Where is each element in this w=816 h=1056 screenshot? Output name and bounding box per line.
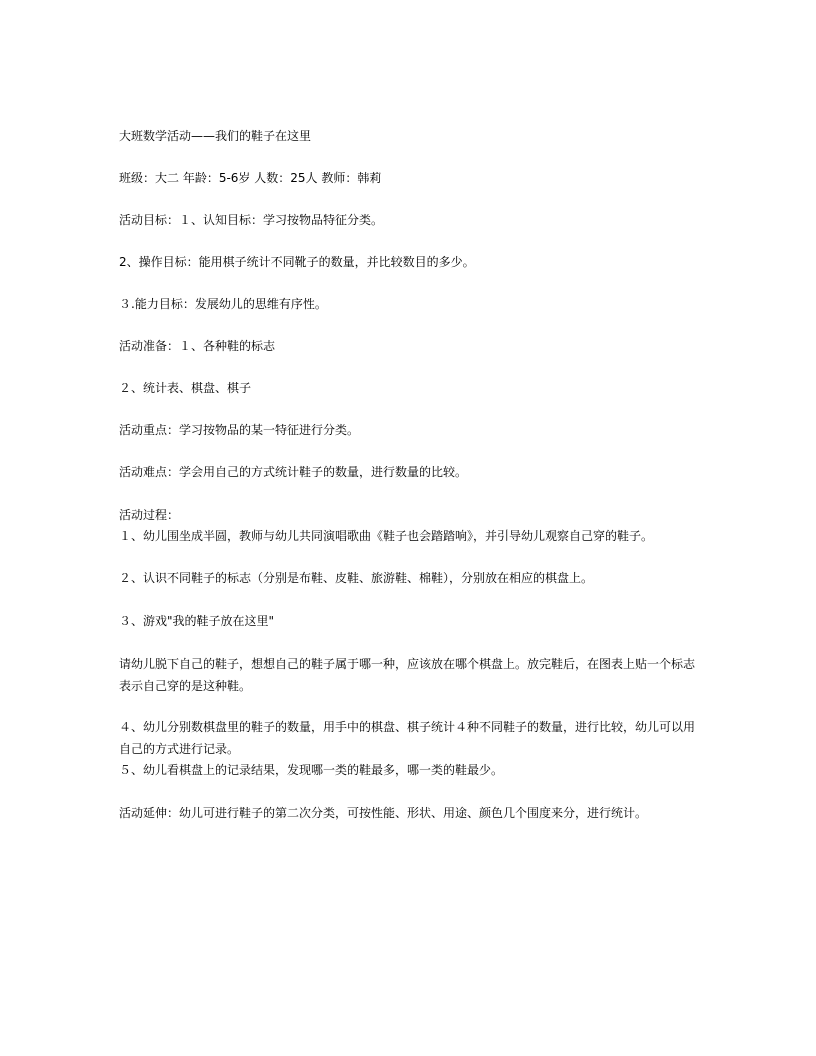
process-step-5: ５、幼儿看棋盘上的记录结果，发现哪一类的鞋最多，哪一类的鞋最少。 [119, 763, 504, 777]
process-step-4-line-1: ４、幼儿分别数棋盘里的鞋子的数量，用手中的棋盘、棋子统计４种不同鞋子的数量，进行比较，幼儿可以用 [119, 720, 696, 734]
key-point: 活动重点：学习按物品的某一特征进行分类。 [119, 423, 360, 437]
process-step-3-detail-line-2: 表示自己穿的是这种鞋。 [119, 679, 252, 693]
document-title: 大班数学活动——我们的鞋子在这里 [119, 129, 312, 143]
goal-1: 活动目标：１、认知目标：学习按物品特征分类。 [119, 213, 384, 227]
process-step-4-line-2: 自己的方式进行记录。 [119, 742, 240, 756]
goal-2: 2、操作目标：能用棋子统计不同靴子的数量，并比较数目的多少。 [119, 255, 475, 269]
process-heading: 活动过程： [119, 508, 180, 522]
process-step-1: １、幼儿围坐成半圆，教师与幼儿共同演唱歌曲《鞋子也会踏踏响》，并引导幼儿观察自己穿的鞋子。 [119, 529, 654, 543]
activity-extension: 活动延伸：幼儿可进行鞋子的第二次分类，可按性能、形状、用途、颜色几个围度来分，进行统计。 [119, 806, 648, 820]
difficulty: 活动难点：学会用自己的方式统计鞋子的数量，进行数量的比较。 [119, 465, 468, 479]
process-step-3: ３、游戏"我的鞋子放在这里" [119, 614, 275, 628]
process-step-2: ２、认识不同鞋子的标志（分别是布鞋、皮鞋、旅游鞋、棉鞋），分别放在相应的棋盘上。 [119, 571, 594, 585]
class-info: 班级：大二 年龄：5-6岁 人数：25人 教师：韩莉 [119, 171, 382, 185]
process-step-3-detail-line-1: 请幼儿脱下自己的鞋子，想想自己的鞋子属于哪一种，应该放在哪个棋盘上。放完鞋后，在图表上贴一个标志 [119, 657, 696, 671]
goal-3: ３.能力目标：发展幼儿的思维有序性。 [119, 297, 327, 311]
preparation-1: 活动准备：１、各种鞋的标志 [119, 339, 276, 353]
preparation-2: ２、统计表、棋盘、棋子 [119, 381, 252, 395]
